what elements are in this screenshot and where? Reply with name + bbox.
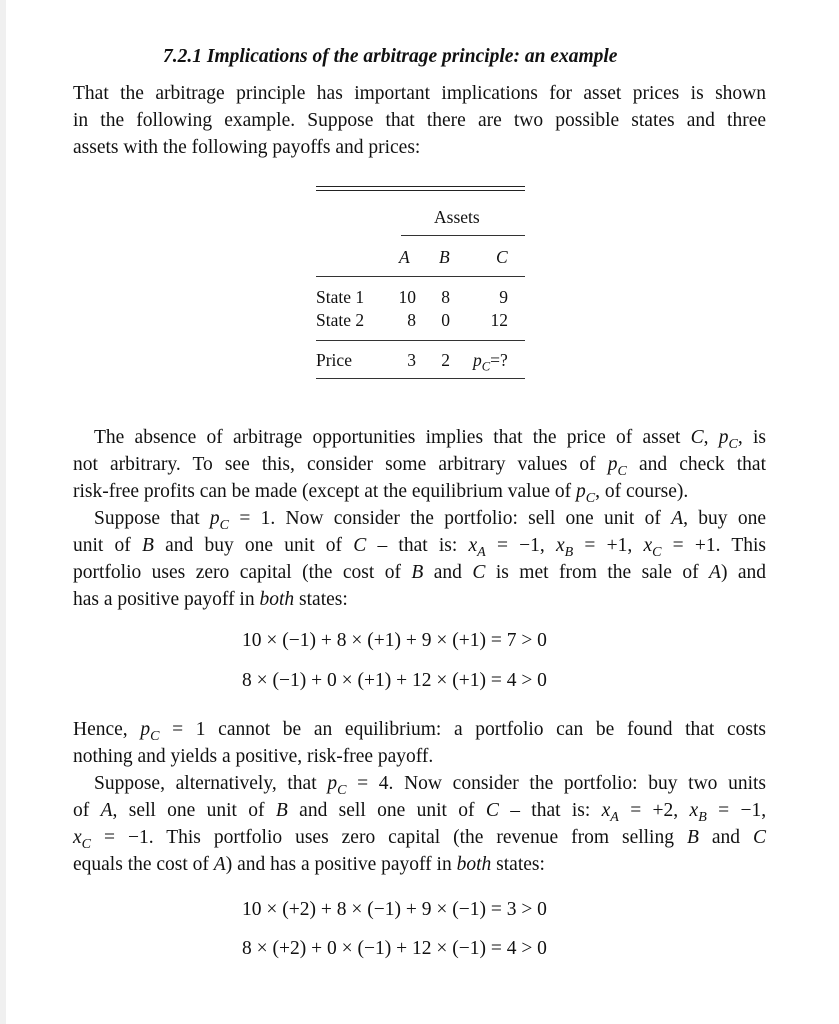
section-number: 7.2.1 — [163, 46, 202, 67]
row-label-state-2: State 2 — [316, 310, 365, 330]
p5-line-3: $x_C = -1$. This portfolio uses zero capital (the revenue from selling B and C — [73, 827, 767, 852]
equation-2a: 10 × (+2) + 8 × (−1) + 9 × (−1) = 3 > 0 — [242, 899, 547, 920]
table-header-rule — [316, 276, 525, 277]
cell-s1-a: 10 — [398, 287, 416, 307]
row-label-price: Price — [316, 350, 352, 370]
p5-line-1: Suppose, alternatively, that $p_C = 4$. Now consider the portfolio: buy two units — [94, 773, 767, 798]
p3-line-3: portfolio uses zero capital (the cost of B and C is met from the sale of A) and — [73, 562, 767, 583]
table-bottom-rule — [316, 378, 525, 379]
paragraph-suppose-pc-4 — [73, 770, 766, 878]
cell-s1-b: 8 — [441, 287, 450, 307]
table-top-rule — [316, 186, 525, 187]
p3-line-2: unit of B and buy one unit of C – that is: $x_A = -1$, $x_B = +1$, $x_C = +1$. This — [73, 535, 767, 560]
intro-paragraph — [73, 80, 766, 161]
p3-line-4: has a positive payoff in both states: — [73, 589, 348, 610]
equation-1b: 8 × (−1) + 0 × (+1) + 12 × (+1) = 4 > 0 — [242, 670, 547, 691]
equation-1a: 10 × (−1) + 8 × (+1) + 9 × (+1) = 7 > 0 — [242, 630, 547, 651]
price-b: 2 — [441, 350, 450, 370]
equation-2b: 8 × (+2) + 0 × (−1) + 12 × (−1) = 4 > 0 — [242, 938, 547, 959]
section-title: Implications of the arbitrage principle: an example — [206, 46, 618, 67]
table-col-c: C — [496, 247, 508, 267]
p5-line-4: equals the cost of A) and has a positive payoff in both states: — [73, 854, 545, 875]
price-c: $p_C=$? — [473, 350, 508, 374]
paragraph-suppose-pc-1 — [73, 505, 766, 613]
intro-line-3: assets with the following payoffs and prices: — [73, 137, 421, 158]
intro-line-1: That the arbitrage principle has important implications for asset prices is shown — [73, 83, 766, 104]
cell-s2-a: 8 — [407, 310, 416, 330]
table-col-b: B — [439, 247, 450, 267]
p3-line-1: Suppose that $p_C = 1$. Now consider the portfolio: sell one unit of A, buy one — [94, 508, 766, 533]
p4-line-1: Hence, $p_C = 1$ cannot be an equilibrium: a portfolio can be found that costs — [73, 719, 766, 744]
section-heading — [163, 46, 617, 68]
paragraph-hence — [73, 716, 766, 770]
cell-s2-c: 12 — [490, 310, 508, 330]
p2-line-1: The absence of arbitrage opportunities implies that the price of asset C, $p_C$, is — [94, 427, 766, 452]
table-col-a: A — [399, 247, 410, 267]
table-top-rule-2 — [316, 190, 525, 191]
cell-s2-b: 0 — [441, 310, 450, 330]
p5-line-2: of A, sell one unit of B and sell one unit of C – that is: $x_A = +2$, $x_B = -1$, — [73, 800, 767, 825]
page-edge — [0, 0, 6, 1024]
price-a: 3 — [407, 350, 416, 370]
p2-line-3: risk-free profits can be made (except at the equilibrium value of $p_C$, of course). — [73, 481, 689, 506]
p2-line-2: not arbitrary. To see this, consider some arbitrary values of $p_C$ and check that — [73, 454, 767, 479]
table-price-rule — [316, 340, 525, 341]
table-group-rule — [401, 235, 525, 236]
p4-line-2: nothing and yields a positive, risk-free payoff. — [73, 746, 434, 767]
table-group-header: Assets — [434, 207, 480, 227]
intro-line-2: in the following example. Suppose that there are two possible states and three — [73, 110, 766, 131]
cell-s1-c: 9 — [499, 287, 508, 307]
row-label-state-1: State 1 — [316, 287, 365, 307]
paragraph-absence-of-arbitrage — [73, 424, 766, 505]
